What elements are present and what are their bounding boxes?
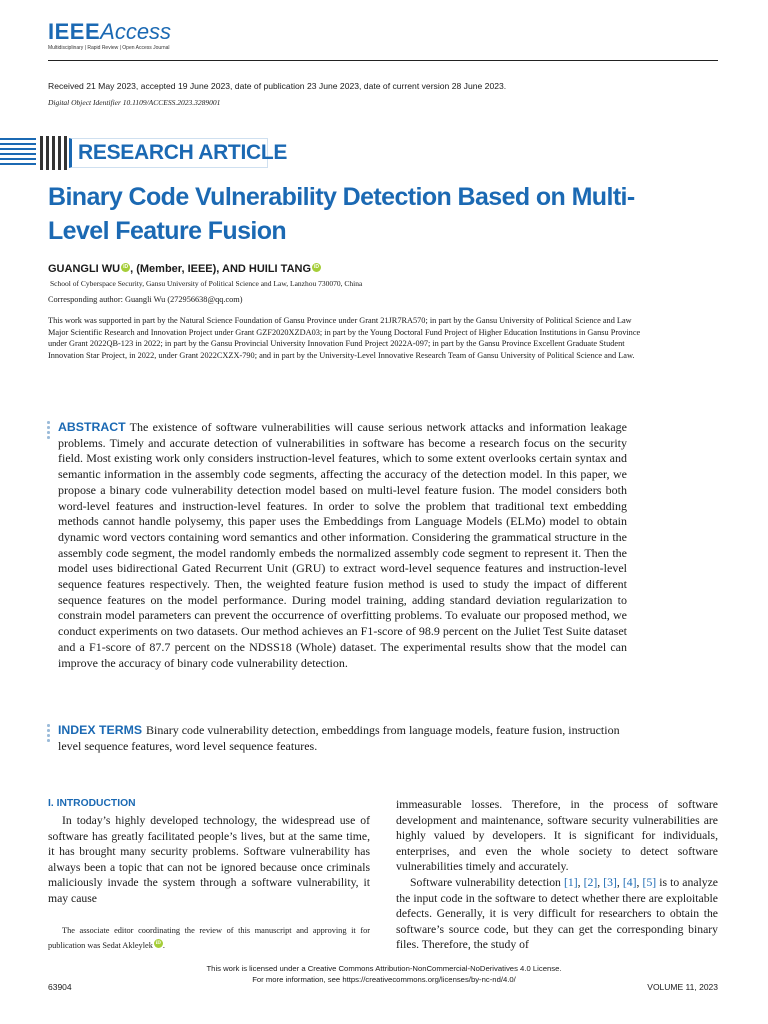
corresponding-author: Corresponding author: Guangli Wu (272956638@qq.com) [48,295,243,304]
citation-sep: , [597,875,604,889]
received-dates: Received 21 May 2023, accepted 19 June 2023, date of publication 23 June 2023, date of current version 28 June 2023. [48,81,507,91]
intro-rest: is to analyze the input code in the software to detect whether there are exploitable defects. Generally, it is very difficult for researchers to obtain the software’s source code, but they can get the corresponding binary files. Therefore, the study of [396,875,718,952]
citation-link[interactable]: [2] [583,875,598,889]
orcid-icon[interactable]: iD [155,941,161,946]
funding-statement: This work was supported in part by the Natural Science Foundation of Gansu Province under Grant 21JR7RA570; in part by the Gansu University of Political Science and Law Major Scientific Research and Innovation Project under Grant GZF2020XZDA03; in part by the Young Doctoral Fund Project of Higher Education Institutions in Gansu Province under Grant 2022QB-123 in 2022; in part by the Gansu Provincial University Innovation Fund Project 2022A-097; in part by the Gansu Province Excellent Graduate Student Innovation Star Project, in 2022, under Grant 2022CXZX-790; and in part by the University-Level Innovative Research Team of Gansu University of Political Science and Law. [48,316,641,360]
header-rule [48,60,718,61]
page-number: 63904 [48,982,72,992]
author-rest: , (Member, IEEE), AND HUILI TANG [130,263,312,275]
intro-paragraph: immeasurable losses. Therefore, in the process of software development and maintenance, software security vulnerabilities are highly valued by developers. It is significant for individuals, enterprises, and even the whole society to detect software vulnerabilities timely and accurately. [396,798,718,874]
index-terms-text: Binary code vulnerability detection, embeddings from language models, feature fusion, instruction level sequence features, word level sequence features. [58,723,620,753]
citation-sep: , [616,875,623,889]
license-line-2[interactable]: For more information, see https://creativecommons.org/licenses/by-nc-nd/4.0/ [252,974,516,984]
intro-paragraph-refs [396,875,718,953]
intro-right-column [396,797,718,953]
footnote [48,923,370,953]
paper-title: Binary Code Vulnerability Detection Based on Multi-Level Feature Fusion [48,183,635,245]
section-heading: I. INTRODUCTION [48,798,136,809]
intro-left-column [48,813,370,907]
intro-lead: Software vulnerability detection [410,875,561,889]
citation-link[interactable]: [5] [642,875,657,889]
index-terms [58,723,627,754]
journal-name-ieee: IEEE [48,19,101,44]
journal-name-access: Access [100,19,172,44]
citation-sep: , [636,875,643,889]
article-type-label: RESEARCH ARTICLE [78,141,288,164]
journal-tagline: Multidisciplinary | Rapid Review | Open Access Journal [48,45,170,51]
affiliation: School of Cyberspace Security, Gansu University of Political Science and Law, Lanzhou 730070, China [50,279,363,288]
license-line-1: This work is licensed under a Creative Commons Attribution-NonCommercial-NoDerivatives 4.0 License. [206,964,562,973]
abstract-label: ABSTRACT [58,420,126,434]
abstract-dots-icon [47,421,51,441]
citation-link[interactable]: [4] [622,875,637,889]
author-line [48,262,321,276]
citation-link[interactable]: [3] [603,875,617,889]
intro-paragraph: In today’s highly developed technology, the widespread use of software has greatly facilitated people’s lives, but at the same time, it has brought many security problems. Software vulnerability has always been a topic that can not be ignored because once criminals maliciously invade the system through a software vulnerability, it may cause [48,814,370,905]
citation-link[interactable]: [1] [563,875,578,889]
volume-label: VOLUME 11, 2023 [647,982,718,992]
footnote-text: The associate editor coordinating the review of this manuscript and approving it for publication was Sedat Akleylek [48,926,370,950]
index-terms-label: INDEX TERMS [58,723,143,737]
footnote-end: . [162,941,165,950]
abstract-text: The existence of software vulnerabilities will cause serious network attacks and information leakage problems. Timely and accurate detection of vulnerabilities in software has become a research focus on the security field. Most existing work only considers instruction-level features, which to some extent overlooks certain syntax and semantic information in the assembly code segments, affecting the accuracy of the detection model. In this paper, we propose a binary code vulnerability detection model based on multi-level feature fusion. The model considers both word-level features and instruction-level features. In order to solve the problem that traditional text embedding methods cannot handle polysemy, this paper uses the Embeddings from Language Models (ELMo) model to obtain dynamic word vectors containing word semantics and other information. Considering the grammatical structure in the assembly code segment, the model randomly embeds the normalized assembly code segment to represent it. Then the model uses bidirectional Gated Recurrent Unit (GRU) to extract word-level sequence features and instruction-level sequence features respectively. Then, the weighted feature fusion method is used to study the impact of different sequence features on the model performance. During model training, adding standard deviation regularization to constrain model parameters can prevent the occurrence of overfitting problems. To evaluate our proposed method, we conduct experiments on two datasets. Our method achieves an F1-score of 98.9 percent on the Juliet Test Suite dataset and a F1-score of 87.7 percent on the NDSS18 (Whole) dataset. The experimental results show that the model can improve the accuracy of binary code vulnerability detection. [58,420,627,670]
index-terms-dots-icon [47,724,51,744]
author-1: GUANGLI WU [48,263,121,275]
doi-line: Digital Object Identifier 10.1109/ACCESS.2023.3289001 [48,98,221,107]
article-type-stripes-icon [0,136,70,170]
orcid-icon[interactable]: iD [123,264,129,270]
journal-logo [48,20,171,52]
orcid-icon[interactable]: iD [314,264,320,270]
abstract [58,420,627,671]
citation-sep: , [577,875,584,889]
